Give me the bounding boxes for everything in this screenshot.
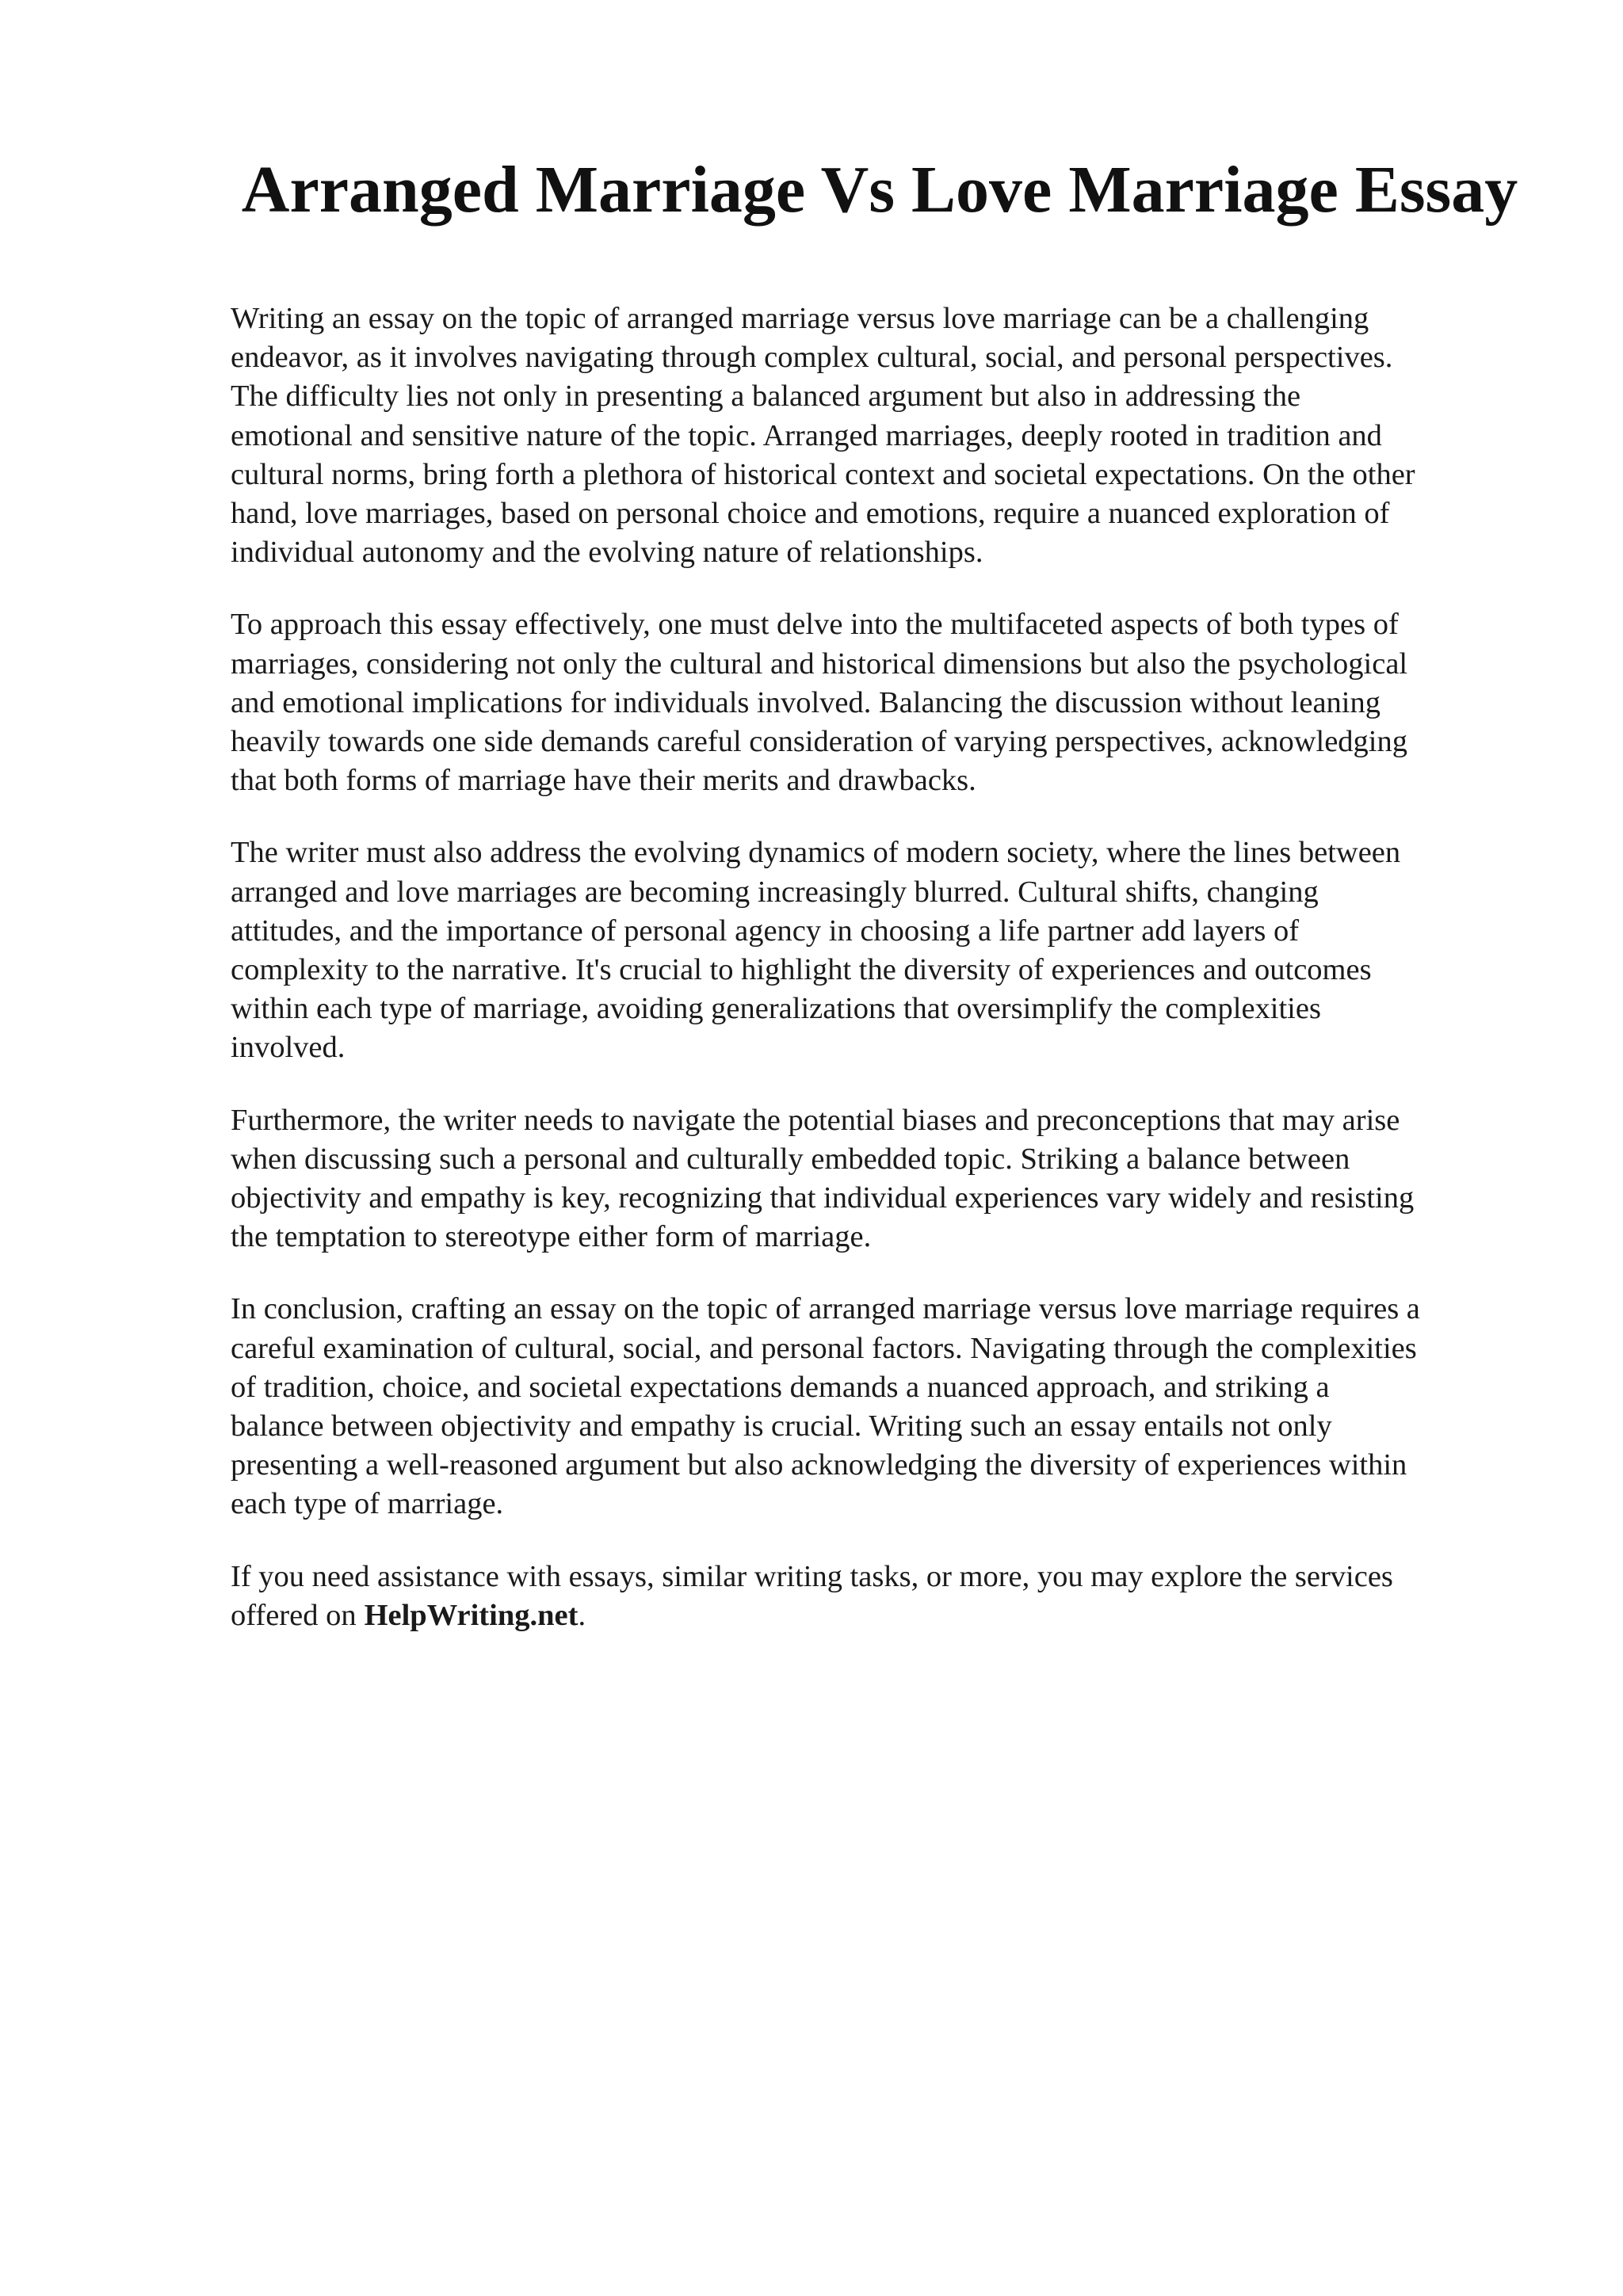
paragraph-5: In conclusion, crafting an essay on the topic of arranged marriage versus love marriage requires a careful examination of cultural, social, and personal factors. Navigating through the complexities of tradition, choice, and societal expectations demands a nuanced approach, and striking a balance between objectivity and empathy is crucial. Writing such an essay entails not only presenting a well-reasoned argument but also acknowledging the diversity of experiences within each type of marriage. bbox=[231, 1292, 1420, 1521]
closing-text: If you need assistance with essays, similar writing tasks, or more, you may explore the services offered on bbox=[231, 1559, 1393, 1632]
essay-body bbox=[231, 299, 1530, 1669]
paragraph-4: Furthermore, the writer needs to navigate the potential biases and preconceptions that may arise when discussing such a personal and culturally embedded topic. Striking a balance between objectivity and empathy is key, recognizing that individual experiences vary widely and resisting the temptation to stereotype either form of marriage. bbox=[231, 1103, 1415, 1254]
brand-link[interactable]: HelpWriting.net bbox=[364, 1598, 579, 1632]
paragraph-3: The writer must also address the evolving dynamics of modern society, where the lines between arranged and love marriages are becoming increasingly blurred. Cultural shifts, changing attitudes, and the importance of personal agency in choosing a life partner add layers of complexity to the narrative. It's crucial to highlight the diversity of experiences and outcomes within each type of marriage, avoiding generalizations that oversimplify the complexities involved. bbox=[231, 836, 1401, 1065]
closing-period: . bbox=[578, 1598, 586, 1632]
closing-paragraph bbox=[231, 1558, 1530, 1635]
paragraph-1: Writing an essay on the topic of arranged marriage versus love marriage can be a challenging endeavor, as it involves navigating through complex cultural, social, and personal perspectives. The difficulty lies not only in presenting a balanced argument but also in addressing the emotional and sensitive nature of the topic. Arranged marriages, deeply rooted in tradition and cultural norms, bring forth a plethora of historical context and societal expectations. On the other hand, love marriages, based on personal choice and emotions, require a nuanced exploration of individual autonomy and the evolving nature of relationships. bbox=[231, 302, 1415, 570]
page-title: Arranged Marriage Vs Love Marriage Essay bbox=[241, 153, 1518, 227]
paragraph-2: To approach this essay effectively, one must delve into the multifaceted aspects of both types of marriages, considering not only the cultural and historical dimensions but also the psychological and emotional implications for individuals involved. Balancing the discussion without leaning heavily towards one side demands careful consideration of varying perspectives, acknowledging that both forms of marriage have their merits and drawbacks. bbox=[231, 608, 1408, 798]
